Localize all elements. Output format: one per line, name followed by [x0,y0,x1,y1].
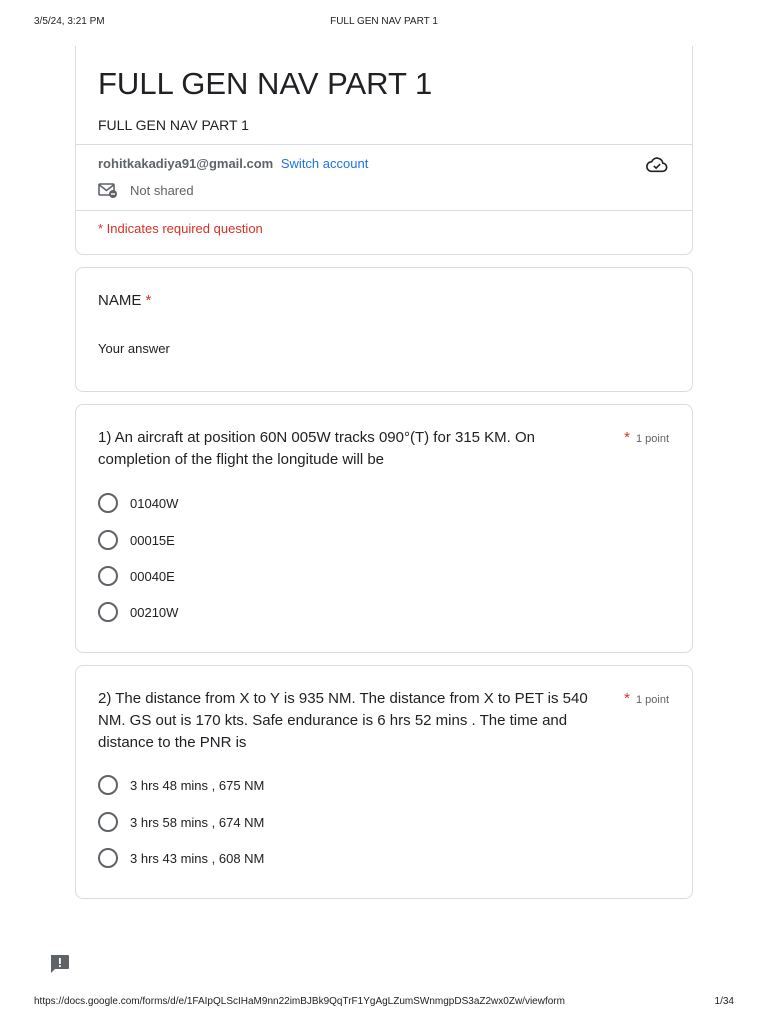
points-label: 1 point [635,433,669,445]
name-answer-input[interactable]: Your answer [98,341,170,356]
form-description: FULL GEN NAV PART 1 [98,117,249,133]
cloud-check-icon [646,156,668,174]
option-label: 3 hrs 48 mins , 675 NM [130,777,265,793]
option-radio[interactable] [98,565,175,587]
points-label: 1 point [635,694,669,706]
radio-button[interactable] [98,848,118,868]
option-label: 01040W [130,495,179,511]
radio-button[interactable] [98,812,118,832]
radio-button[interactable] [98,530,118,550]
form-title: FULL GEN NAV PART 1 [98,66,433,101]
radio-button[interactable] [98,775,118,795]
option-radio[interactable] [98,774,264,796]
name-question-card [75,267,693,392]
divider [76,210,692,211]
question-text-1: 1) An aircraft at position 60N 005W tracks 090°(T) for 315 KM. On completion of the flight the longitude will be [98,429,536,468]
radio-button[interactable] [98,493,118,513]
option-radio[interactable] [98,529,175,551]
page-number: 1/34 [714,996,734,1007]
option-label: 3 hrs 43 mins , 608 NM [130,850,265,866]
question-text-2: 2) The distance from X to Y is 935 NM. The distance from X to PET is 540 NM. GS out is 170 kts. Safe endurance is 6 hrs 52 mins . The time and distance to the PNR is [98,690,588,751]
form-header-card [75,46,693,255]
option-label: 00210W [130,604,179,620]
option-label: 3 hrs 58 mins , 674 NM [130,814,265,830]
account-line [98,156,368,171]
not-shared-status [98,182,194,198]
question-points-2 [624,690,669,707]
mail-not-shared-icon [98,182,118,198]
print-footer [34,996,734,1010]
required-note: * Indicates required question [98,221,263,236]
question-points-1 [624,429,669,446]
page-url: https://docs.google.com/forms/d/e/1FAIpQLScIHaM9nn22imBJBk9QqTrF1YgAgLZumSWnmgpDS3aZ2wx0Zw/viewform [34,996,565,1007]
question-card-2 [75,665,693,899]
option-radio[interactable] [98,811,264,833]
feedback-icon[interactable] [49,954,70,974]
option-label: 00015E [130,532,175,548]
option-radio[interactable] [98,847,264,869]
print-header [34,16,734,30]
radio-button[interactable] [98,602,118,622]
question-card-1 [75,404,693,653]
required-star: * [145,292,152,309]
required-star: * [624,690,630,707]
print-datetime: 3/5/24, 3:21 PM [34,16,105,27]
print-title: FULL GEN NAV PART 1 [330,16,438,27]
option-radio[interactable] [98,492,178,514]
account-email: rohitkakadiya91@gmail.com [98,156,274,171]
option-label: 00040E [130,568,175,584]
option-radio[interactable] [98,601,178,623]
switch-account-link[interactable]: Switch account [280,156,369,171]
radio-button[interactable] [98,566,118,586]
not-shared-label: Not shared [130,182,194,198]
name-label: NAME [98,292,142,309]
required-star: * [624,429,630,446]
name-question-title [98,290,608,312]
divider [76,144,692,145]
